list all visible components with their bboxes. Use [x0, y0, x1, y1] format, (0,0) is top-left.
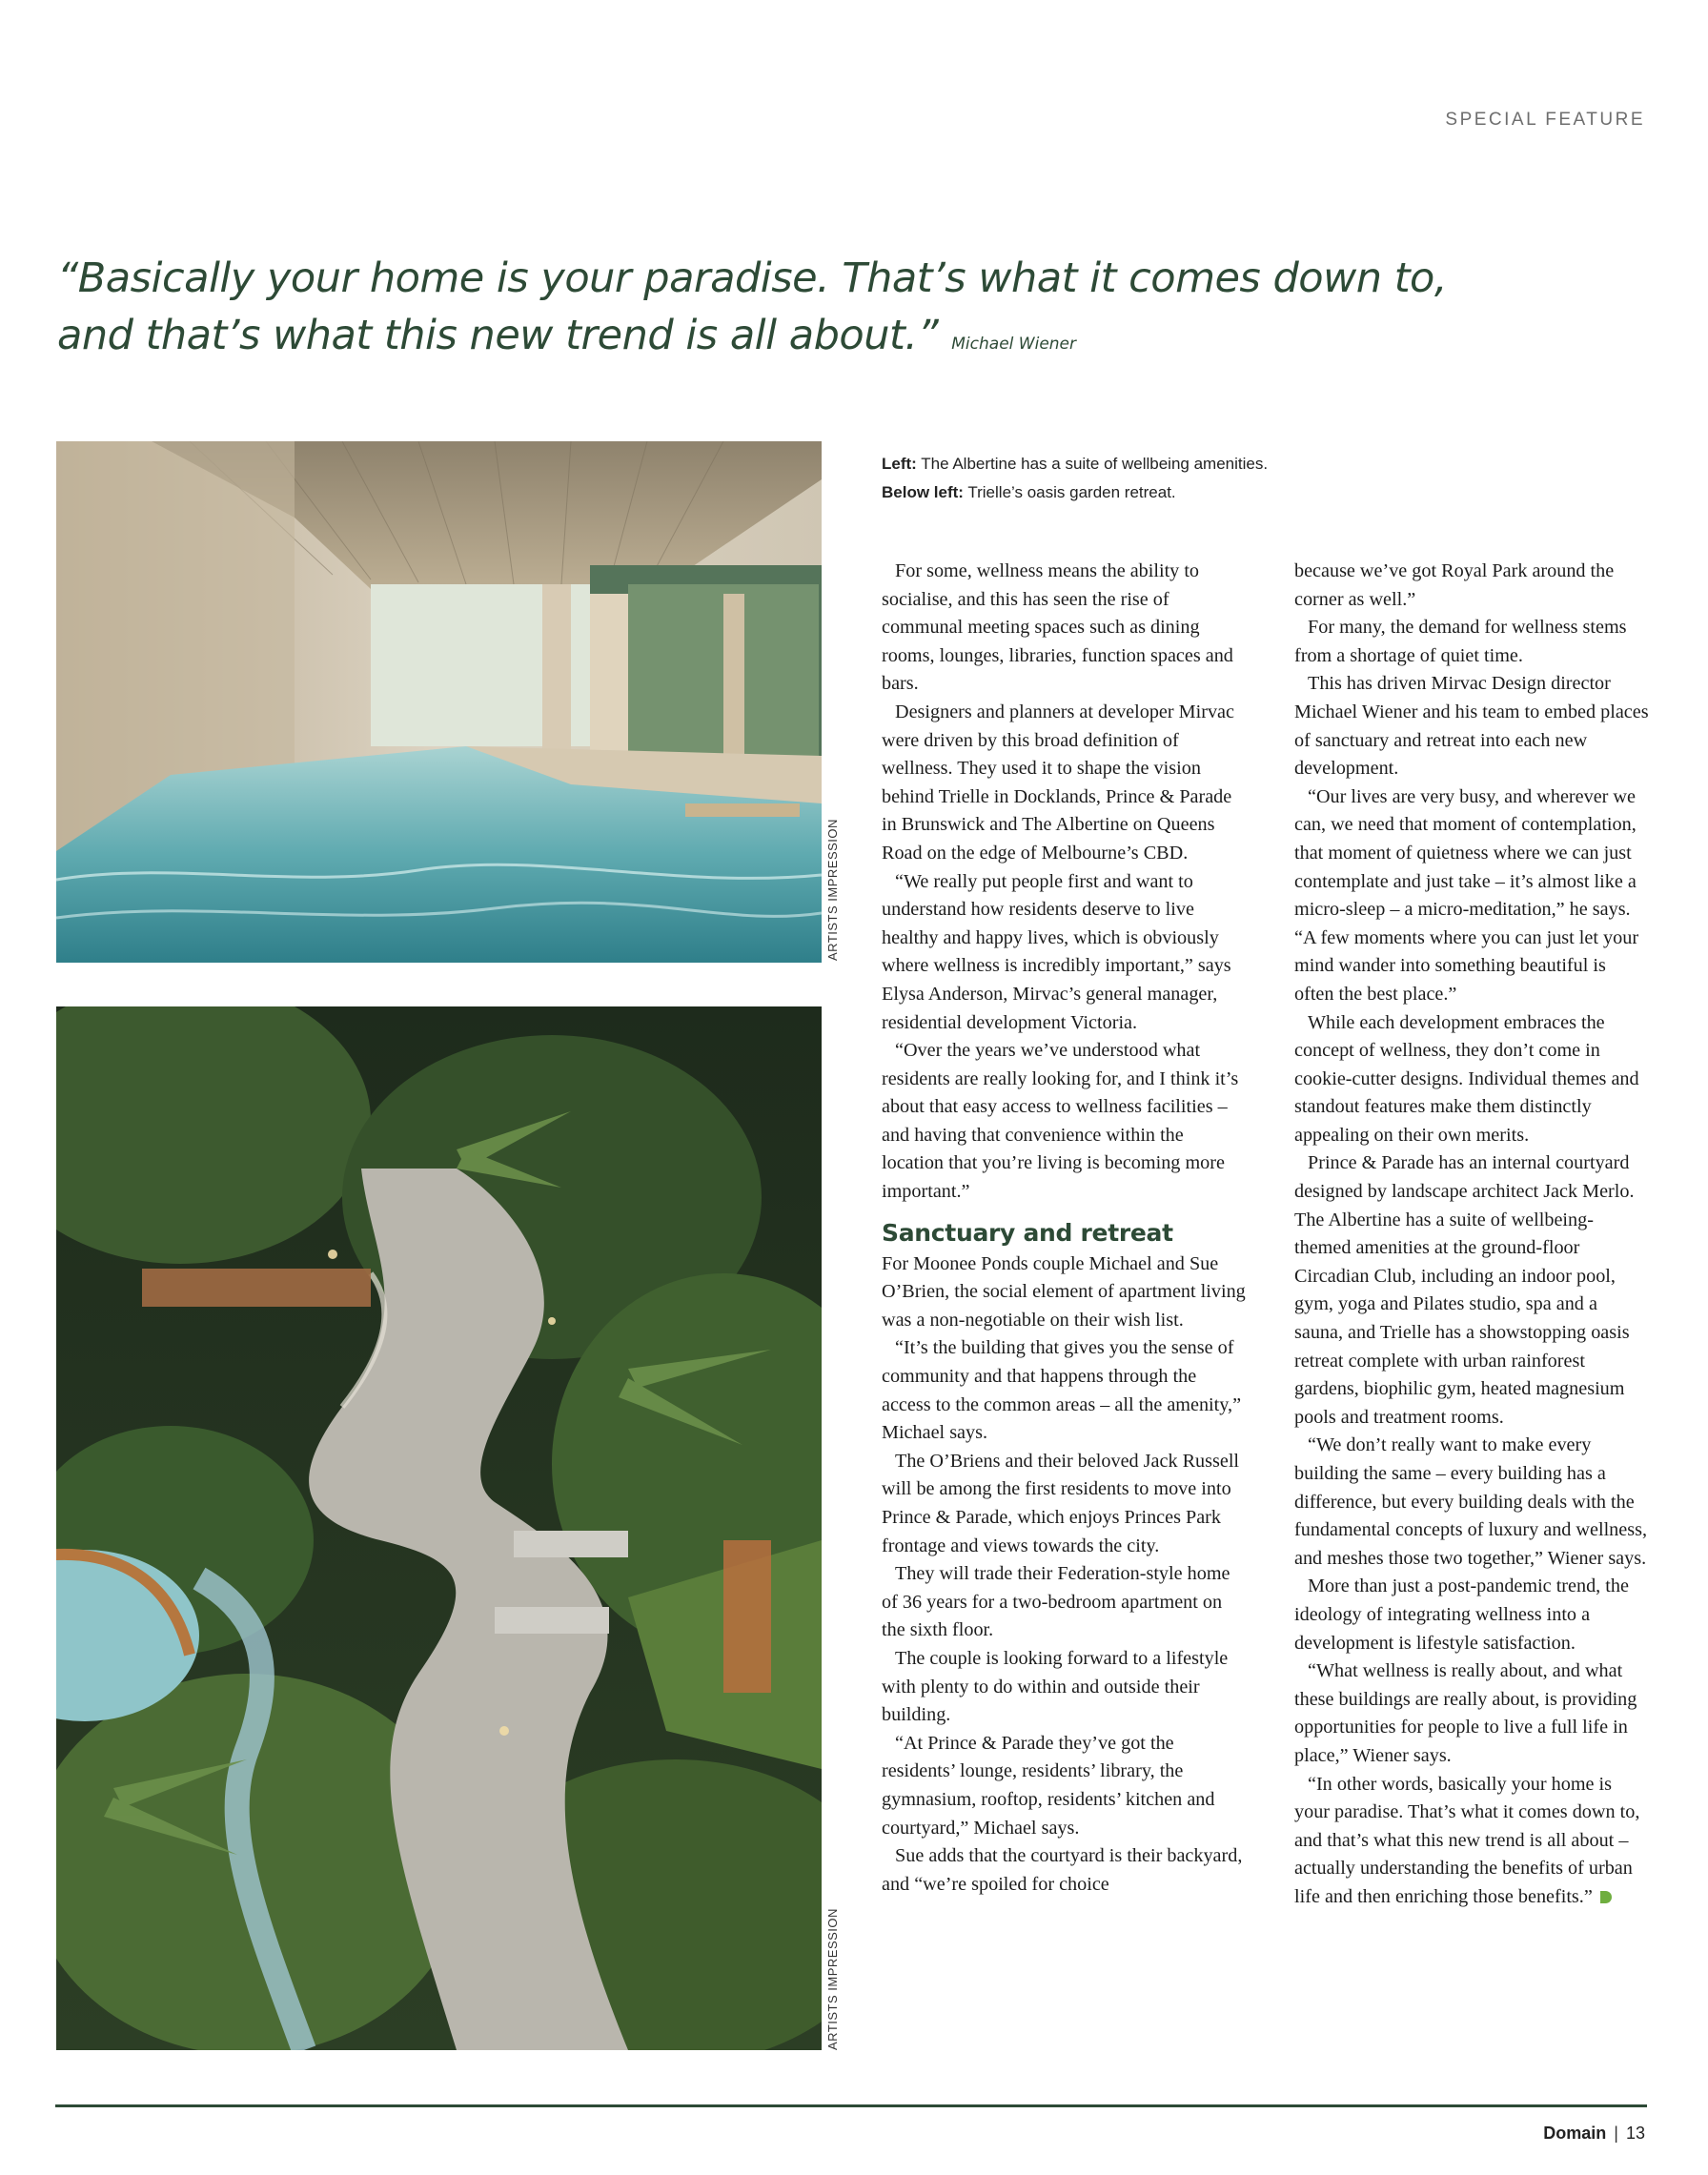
- paragraph: The couple is looking forward to a lifestyle with plenty to do within and outside their building.: [882, 1647, 1229, 1726]
- article-column-2: [1294, 558, 1649, 1912]
- footer-separator: |: [1614, 2124, 1618, 2143]
- paragraph: More than just a post-pandemic trend, the ideology of integrating wellness into a development is lifestyle satisfaction.: [1294, 1575, 1629, 1654]
- pull-quote-line-2: [57, 307, 1487, 373]
- paragraph: “At Prince & Parade they’ve got the residents’ lounge, residents’ library, the gymnasium, rooftop, residents’ kitchen and courtyard,” Michael says.: [882, 1732, 1215, 1839]
- image-credit: ARTISTS IMPRESSION: [825, 819, 840, 961]
- paragraph: “Our lives are very busy, and wherever we can, we need that moment of contemplation, that moment of quietness where we can just contemplate and just take – it’s almost like a micro-sleep – a micro-meditation,” he says. “A few moments where you can just let your mind wander into something beautiful is often the best place.”: [1294, 785, 1639, 1005]
- paragraph: Designers and planners at developer Mirvac were driven by this broad definition of wellness. They used it to shape the vision behind Trielle in Docklands, Prince & Parade in Brunswick and The Albertine on Queens Road on the edge of Melbourne’s CBD.: [882, 701, 1234, 864]
- paragraph: For some, wellness means the ability to socialise, and this has seen the rise of communal meeting spaces such as dining rooms, lounges, libraries, function spaces and bars.: [882, 560, 1233, 695]
- image-credit: ARTISTS IMPRESSION: [825, 1908, 840, 2050]
- paragraph: They will trade their Federation-style home of 36 years for a two-bedroom apartment on the sixth floor.: [882, 1563, 1230, 1641]
- caption-left-text: The Albertine has a suite of wellbeing amenities.: [916, 455, 1269, 473]
- caption-below-left: [882, 478, 1268, 507]
- paragraph: “It’s the building that gives you the sense of community and that happens through the access to the common areas – all the amenity,” Michael says.: [882, 1337, 1242, 1444]
- paragraph: “We really put people first and want to understand how residents deserve to live healthy and happy lives, which is obviously where wellness is incredibly important,” says Elysa Anderson, Mirvac’s general manager, residential development Victoria.: [882, 870, 1231, 1033]
- photo-captions: [882, 450, 1268, 507]
- subheading: Sanctuary and retreat: [882, 1218, 1173, 1247]
- paragraph: This has driven Mirvac Design director Michael Wiener and his team to embed places of sanctuary and retreat into each new development.: [1294, 673, 1649, 780]
- paragraph: The O’Briens and their beloved Jack Russell will be among the first residents to move into Prince & Parade, which enjoys Princes Park frontage and views towards the city.: [882, 1450, 1240, 1556]
- pull-quote: [57, 250, 1487, 373]
- caption-left-label: Left:: [882, 455, 917, 473]
- pull-quote-line-1: “Basically your home is your paradise. That’s what it comes down to,: [57, 254, 1448, 302]
- paragraph: “What wellness is really about, and what these buildings are really about, is providing opportunities for people to live a full life in place,” Wiener says.: [1294, 1660, 1637, 1766]
- page-footer: [1543, 2124, 1645, 2144]
- caption-below-left-label: Below left:: [882, 483, 964, 501]
- pull-quote-line-2-text: and that’s what this new trend is all about.”: [57, 312, 939, 359]
- caption-left: [882, 450, 1268, 478]
- paragraph-final-text: “In other words, basically your home is your paradise. That’s what it comes down to, and that’s what this new trend is all about – actually understanding the benefits of urban life and then enriching those benefits.”: [1294, 1773, 1640, 1907]
- footer-rule: [55, 2104, 1647, 2107]
- article-column-1: [882, 558, 1249, 1899]
- publication-name: Domain: [1543, 2124, 1607, 2143]
- section-label: SPECIAL FEATURE: [1445, 110, 1645, 130]
- caption-below-left-text: Trielle’s oasis garden retreat.: [963, 483, 1176, 501]
- paragraph-final: [1294, 1771, 1649, 1912]
- page-number: 13: [1625, 2124, 1645, 2143]
- paragraph: For Moonee Ponds couple Michael and Sue O’Brien, the social element of apartment living was a non-negotiable on their wish list.: [882, 1252, 1246, 1331]
- end-mark-icon: [1600, 1891, 1612, 1903]
- paragraph: Prince & Parade has an internal courtyard designed by landscape architect Jack Merlo. The Albertine has a suite of wellbeing-themed amenities at the ground-floor Circadian Club, including an indoor pool, gym, yoga and Pilates studio, spa and a sauna, and Trielle has a showstopping oasis retreat complete with urban rainforest gardens, biophilic gym, heated magnesium pools and treatment rooms.: [1294, 1152, 1635, 1428]
- paragraph: because we’ve got Royal Park around the corner as well.”: [1294, 560, 1615, 610]
- paragraph: For many, the demand for wellness stems from a shortage of quiet time.: [1294, 617, 1627, 666]
- indoor-pool-photo: [56, 441, 822, 963]
- paragraph: “Over the years we’ve understood what residents are really looking for, and I think it’s about that easy access to wellness facilities – and having that convenience within the location that you’re living is becoming more important.”: [882, 1040, 1239, 1203]
- paragraph: While each development embraces the concept of wellness, they don’t come in cookie-cutter designs. Individual themes and standout features make them distinctly appealing on their own merits.: [1294, 1011, 1639, 1146]
- garden-retreat-photo: [56, 1006, 822, 2050]
- paragraph: Sue adds that the courtyard is their backyard, and “we’re spoiled for choice: [882, 1845, 1243, 1895]
- pull-quote-attribution: Michael Wiener: [951, 335, 1076, 354]
- paragraph: “We don’t really want to make every building the same – every building has a difference, but every building deals with the fundamental concepts of luxury and wellness, and meshes those two together,” Wiener says.: [1294, 1434, 1647, 1569]
